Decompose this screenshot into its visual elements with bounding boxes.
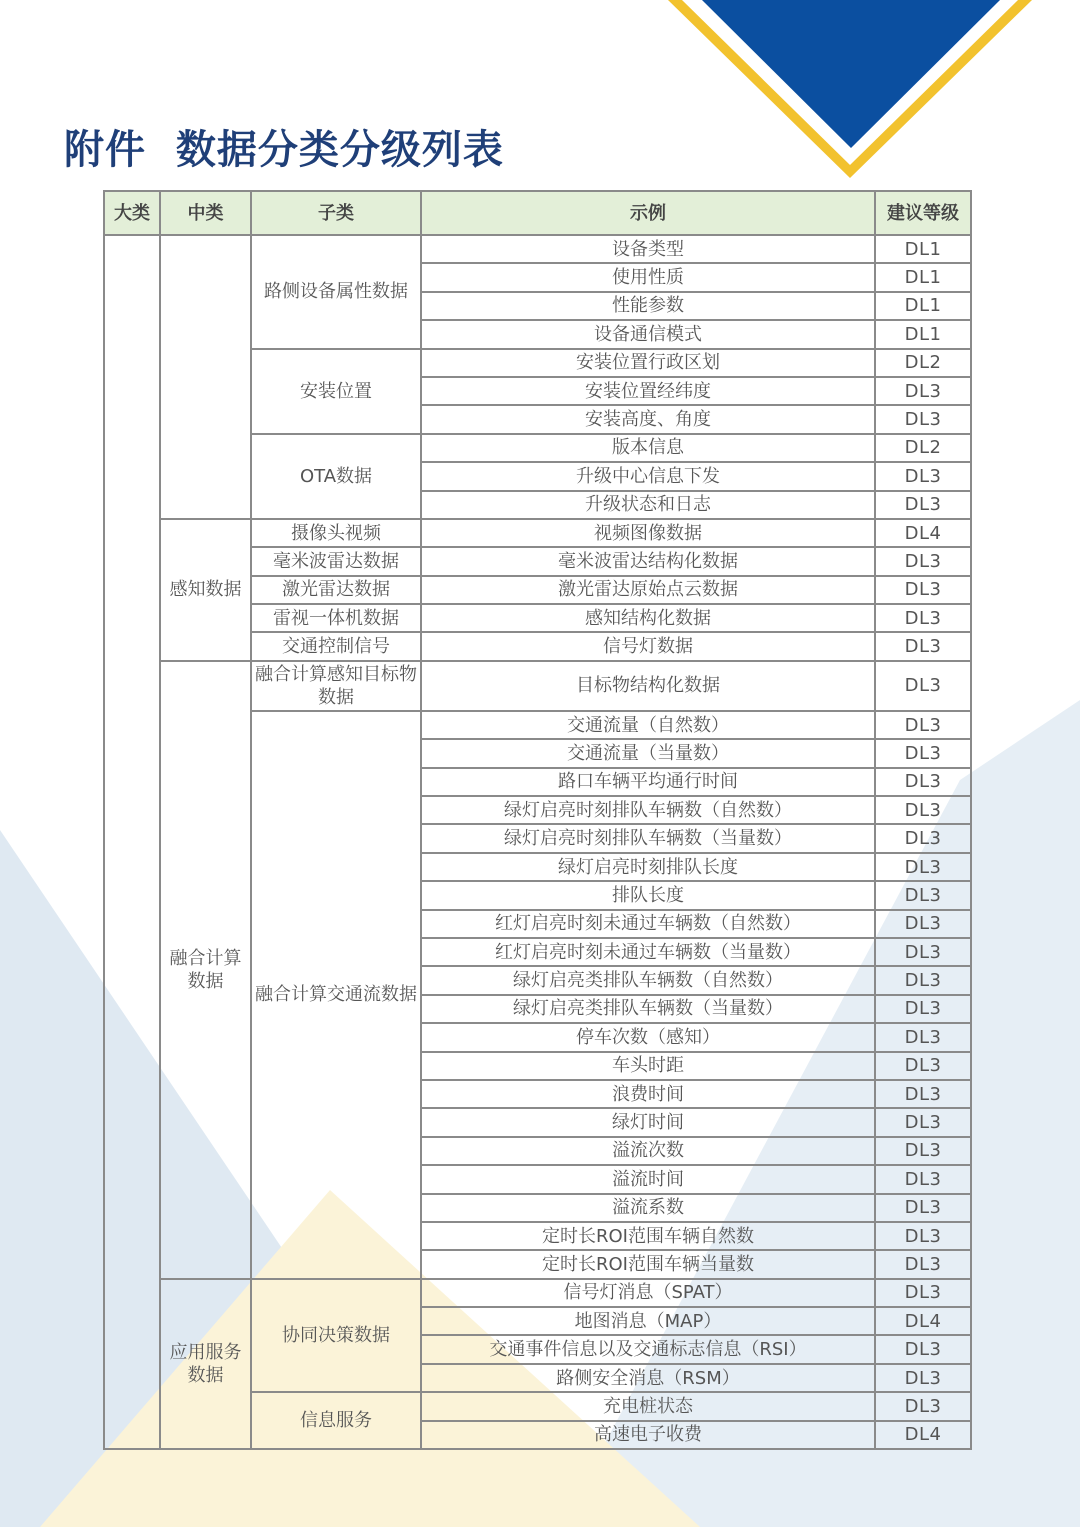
example-cell: 绿灯启亮类排队车辆数（自然数） — [421, 966, 875, 994]
table-row — [104, 1279, 971, 1307]
level-cell: DL3 — [875, 1165, 971, 1193]
example-cell: 升级状态和日志 — [421, 491, 875, 519]
category-cell — [104, 235, 160, 1449]
mid-category-cell — [160, 235, 251, 519]
level-cell: DL3 — [875, 881, 971, 909]
example-cell: 红灯启亮时刻未通过车辆数（当量数） — [421, 938, 875, 966]
level-cell: DL3 — [875, 604, 971, 632]
level-cell: DL3 — [875, 966, 971, 994]
table-header-row — [104, 191, 971, 235]
level-cell: DL2 — [875, 434, 971, 462]
level-cell: DL3 — [875, 576, 971, 604]
header-example: 示例 — [421, 191, 875, 235]
level-cell: DL3 — [875, 711, 971, 739]
example-cell: 毫米波雷达结构化数据 — [421, 547, 875, 575]
example-cell: 溢流次数 — [421, 1137, 875, 1165]
sub-category-cell: 毫米波雷达数据 — [251, 547, 421, 575]
example-cell: 定时长ROI范围车辆当量数 — [421, 1250, 875, 1278]
table-row — [104, 661, 971, 711]
example-cell: 绿灯启亮时刻排队车辆数（当量数） — [421, 824, 875, 852]
header-sub-category: 子类 — [251, 191, 421, 235]
example-cell: 感知结构化数据 — [421, 604, 875, 632]
level-cell: DL1 — [875, 292, 971, 320]
example-cell: 绿灯启亮类排队车辆数（当量数） — [421, 995, 875, 1023]
header-level: 建议等级 — [875, 191, 971, 235]
example-cell: 路口车辆平均通行时间 — [421, 768, 875, 796]
example-cell: 使用性质 — [421, 263, 875, 291]
level-cell: DL3 — [875, 1392, 971, 1420]
level-cell: DL3 — [875, 405, 971, 433]
example-cell: 路侧安全消息（RSM） — [421, 1364, 875, 1392]
table-row — [104, 519, 971, 547]
level-cell: DL3 — [875, 491, 971, 519]
mid-category-cell: 应用服务数据 — [160, 1279, 251, 1449]
level-cell: DL3 — [875, 462, 971, 490]
level-cell: DL1 — [875, 235, 971, 263]
level-cell: DL3 — [875, 796, 971, 824]
level-cell: DL3 — [875, 824, 971, 852]
example-cell: 交通流量（自然数） — [421, 711, 875, 739]
level-cell: DL1 — [875, 263, 971, 291]
example-cell: 溢流系数 — [421, 1194, 875, 1222]
example-cell: 地图消息（MAP） — [421, 1307, 875, 1335]
level-cell: DL3 — [875, 1279, 971, 1307]
mid-category-cell: 融合计算数据 — [160, 661, 251, 1279]
example-cell: 绿灯启亮时刻排队长度 — [421, 853, 875, 881]
example-cell: 设备通信模式 — [421, 320, 875, 348]
page-title: 附件 数据分类分级列表 — [64, 127, 504, 173]
level-cell: DL4 — [875, 1307, 971, 1335]
header-mid-category: 中类 — [160, 191, 251, 235]
sub-category-cell: 摄像头视频 — [251, 519, 421, 547]
level-cell: DL3 — [875, 661, 971, 711]
example-cell: 交通流量（当量数） — [421, 739, 875, 767]
example-cell: 溢流时间 — [421, 1165, 875, 1193]
sub-category-cell: 交通控制信号 — [251, 632, 421, 660]
example-cell: 激光雷达原始点云数据 — [421, 576, 875, 604]
level-cell: DL3 — [875, 910, 971, 938]
level-cell: DL3 — [875, 1335, 971, 1363]
level-cell: DL4 — [875, 1421, 971, 1449]
level-cell: DL3 — [875, 1023, 971, 1051]
example-cell: 高速电子收费 — [421, 1421, 875, 1449]
example-cell: 版本信息 — [421, 434, 875, 462]
classification-table — [103, 190, 972, 1450]
level-cell: DL3 — [875, 1194, 971, 1222]
example-cell: 定时长ROI范围车辆自然数 — [421, 1222, 875, 1250]
level-cell: DL3 — [875, 1052, 971, 1080]
sub-category-cell: 雷视一体机数据 — [251, 604, 421, 632]
level-cell: DL3 — [875, 768, 971, 796]
sub-category-cell: 激光雷达数据 — [251, 576, 421, 604]
example-cell: 安装位置经纬度 — [421, 377, 875, 405]
sub-category-cell: OTA数据 — [251, 434, 421, 519]
example-cell: 充电桩状态 — [421, 1392, 875, 1420]
example-cell: 视频图像数据 — [421, 519, 875, 547]
level-cell: DL3 — [875, 739, 971, 767]
level-cell: DL3 — [875, 1364, 971, 1392]
level-cell: DL3 — [875, 1108, 971, 1136]
example-cell: 红灯启亮时刻未通过车辆数（自然数） — [421, 910, 875, 938]
example-cell: 浪费时间 — [421, 1080, 875, 1108]
level-cell: DL3 — [875, 1137, 971, 1165]
example-cell: 停车次数（感知） — [421, 1023, 875, 1051]
level-cell: DL4 — [875, 519, 971, 547]
level-cell: DL3 — [875, 377, 971, 405]
example-cell: 信号灯消息（SPAT） — [421, 1279, 875, 1307]
level-cell: DL3 — [875, 547, 971, 575]
header-category: 大类 — [104, 191, 160, 235]
example-cell: 安装位置行政区划 — [421, 349, 875, 377]
example-cell: 目标物结构化数据 — [421, 661, 875, 711]
example-cell: 绿灯启亮时刻排队车辆数（自然数） — [421, 796, 875, 824]
mid-category-cell: 感知数据 — [160, 519, 251, 661]
sub-category-cell: 信息服务 — [251, 1392, 421, 1449]
sub-category-cell: 融合计算交通流数据 — [251, 711, 421, 1279]
example-cell: 交通事件信息以及交通标志信息（RSI） — [421, 1335, 875, 1363]
level-cell: DL3 — [875, 632, 971, 660]
example-cell: 设备类型 — [421, 235, 875, 263]
example-cell: 信号灯数据 — [421, 632, 875, 660]
sub-category-cell: 融合计算感知目标物数据 — [251, 661, 421, 711]
example-cell: 绿灯时间 — [421, 1108, 875, 1136]
example-cell: 升级中心信息下发 — [421, 462, 875, 490]
level-cell: DL3 — [875, 995, 971, 1023]
level-cell: DL2 — [875, 349, 971, 377]
level-cell: DL3 — [875, 1080, 971, 1108]
example-cell: 车头时距 — [421, 1052, 875, 1080]
sub-category-cell: 安装位置 — [251, 349, 421, 434]
level-cell: DL3 — [875, 938, 971, 966]
example-cell: 排队长度 — [421, 881, 875, 909]
sub-category-cell: 路侧设备属性数据 — [251, 235, 421, 349]
example-cell: 安装高度、角度 — [421, 405, 875, 433]
level-cell: DL3 — [875, 853, 971, 881]
example-cell: 性能参数 — [421, 292, 875, 320]
level-cell: DL3 — [875, 1222, 971, 1250]
level-cell: DL3 — [875, 1250, 971, 1278]
level-cell: DL1 — [875, 320, 971, 348]
sub-category-cell: 协同决策数据 — [251, 1279, 421, 1393]
table-row — [104, 235, 971, 263]
classification-table-container — [103, 190, 970, 1445]
